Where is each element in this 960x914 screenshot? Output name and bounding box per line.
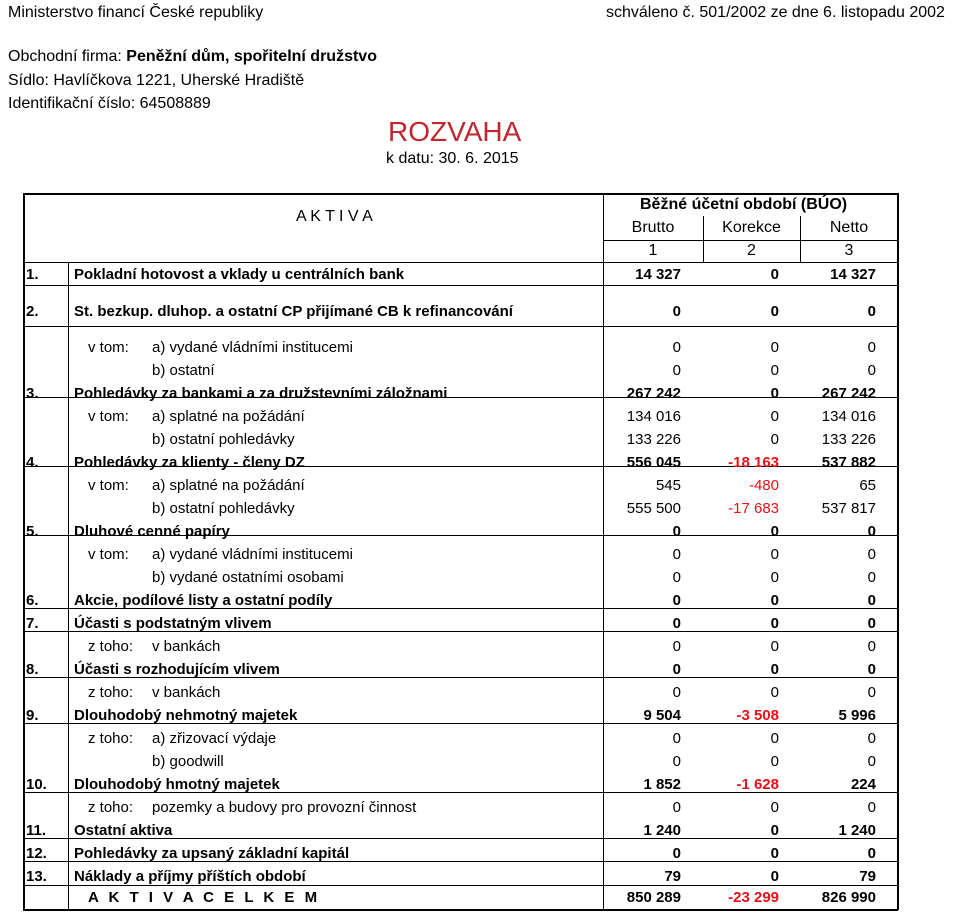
netto-value: 537 817 <box>821 500 876 517</box>
brutto-value: 0 <box>672 362 681 379</box>
row-label: v bankách <box>152 638 221 655</box>
row-label: b) ostatní pohledávky <box>152 500 295 517</box>
row-number: 2. <box>26 303 39 320</box>
netto-value: 0 <box>867 799 876 816</box>
row-number: 7. <box>26 615 39 632</box>
netto-value: 65 <box>859 477 876 494</box>
total-korekce: -23 299 <box>728 889 779 906</box>
brutto-value: 14 327 <box>635 266 681 283</box>
firm-name: Peněžní dům, spořitelní družstvo <box>126 48 377 65</box>
korekce-value: 0 <box>770 266 779 283</box>
row-label: Dlouhodobý nehmotný majetek <box>74 707 298 724</box>
korekce-value: 0 <box>770 615 779 632</box>
row-label: b) goodwill <box>152 753 224 770</box>
row-label: Pokladní hotovost a vklady u centrálních bank <box>74 266 405 283</box>
korekce-value: 0 <box>770 799 779 816</box>
brutto-value: 545 <box>655 477 681 494</box>
date-text: k datu: 30. 6. 2015 <box>386 150 519 167</box>
col-number-1: 1 <box>648 242 658 259</box>
brutto-value: 0 <box>672 339 681 356</box>
netto-value: 0 <box>867 523 876 540</box>
row-label: Akcie, podílové listy a ostatní podíly <box>74 592 333 609</box>
netto-heading: Netto <box>829 219 869 236</box>
brutto-value: 0 <box>672 615 681 632</box>
netto-value: 0 <box>867 638 876 655</box>
total-label: A K T I V A C E L K E M <box>88 889 321 906</box>
number-column-line <box>68 262 69 910</box>
row-prefix: z toho: <box>88 684 134 701</box>
page-title: ROZVAHA <box>388 116 522 147</box>
korekce-value: 0 <box>770 753 779 770</box>
brutto-value: 0 <box>672 730 681 747</box>
seat-text: Sídlo: Havlíčkova 1221, Uherské Hradiště <box>8 72 305 89</box>
brutto-heading: Brutto <box>631 219 675 236</box>
row-label: Účasti s podstatným vlivem <box>74 615 272 632</box>
row-prefix: z toho: <box>88 638 134 655</box>
ministry-text: Ministerstvo financí České republiky <box>8 4 264 21</box>
row-label: b) vydané ostatními osobami <box>152 569 344 586</box>
korekce-value: 0 <box>770 845 779 862</box>
row-label: Účasti s rozhodujícím vlivem <box>74 661 280 678</box>
row-number: 5. <box>26 523 39 540</box>
row-number: 13. <box>26 868 47 885</box>
row-label: Dluhové cenné papíry <box>74 523 230 540</box>
table-border-left <box>23 193 25 910</box>
firm-label: Obchodní firma: <box>8 48 122 65</box>
row-number: 11. <box>26 822 47 839</box>
header-inner-line <box>603 240 898 241</box>
total-netto: 826 990 <box>821 889 876 906</box>
netto-value: 134 016 <box>821 408 876 425</box>
row-prefix: z toho: <box>88 730 134 747</box>
row-label: Náklady a příjmy příštích období <box>74 868 306 885</box>
korekce-value: 0 <box>770 431 779 448</box>
table-border-bottom <box>23 909 898 911</box>
netto-value: 537 882 <box>821 454 876 471</box>
korekce-value: 0 <box>770 592 779 609</box>
col-number-2: 2 <box>747 242 756 259</box>
row-label: a) splatné na požádání <box>152 477 305 494</box>
row-number: 8. <box>26 661 39 678</box>
netto-value: 1 240 <box>838 822 876 839</box>
row-number: 6. <box>26 592 39 609</box>
row-label: a) zřizovací výdaje <box>152 730 277 747</box>
row-prefix: v tom: <box>88 339 129 356</box>
netto-value: 0 <box>867 569 876 586</box>
brutto-value: 9 504 <box>643 707 681 724</box>
korekce-value: 0 <box>770 868 779 885</box>
row-number: 4. <box>26 454 39 471</box>
row-number: 3. <box>26 385 39 402</box>
netto-value: 0 <box>867 546 876 563</box>
netto-value: 0 <box>867 661 876 678</box>
approval-text: schváleno č. 501/2002 ze dne 6. listopadu 2002 <box>606 4 945 21</box>
korekce-value: 0 <box>770 408 779 425</box>
brutto-value: 555 500 <box>626 500 681 517</box>
firm-line <box>8 48 377 66</box>
netto-value: 224 <box>850 776 876 793</box>
korekce-value: -17 683 <box>728 500 779 517</box>
netto-value: 5 996 <box>838 707 876 724</box>
korekce-value: 0 <box>770 569 779 586</box>
netto-value: 133 226 <box>821 431 876 448</box>
row-label: b) ostatní <box>152 362 215 379</box>
korekce-value: 0 <box>770 546 779 563</box>
netto-value: 0 <box>867 684 876 701</box>
netto-value: 0 <box>867 339 876 356</box>
korekce-value: 0 <box>770 385 779 402</box>
korekce-value: 0 <box>770 822 779 839</box>
korekce-value: 0 <box>770 661 779 678</box>
row-prefix: v tom: <box>88 477 129 494</box>
brutto-value: 0 <box>672 661 681 678</box>
table-border-top <box>23 193 898 195</box>
korekce-heading: Korekce <box>722 219 781 236</box>
row-label: v bankách <box>152 684 221 701</box>
netto-value: 79 <box>859 868 876 885</box>
korekce-value: 0 <box>770 523 779 540</box>
netto-value: 0 <box>867 303 876 320</box>
brutto-value: 556 045 <box>626 454 681 471</box>
korekce-value: 0 <box>770 730 779 747</box>
aktiva-heading: A K T I V A <box>296 208 373 225</box>
brutto-value: 0 <box>672 684 681 701</box>
row-number: 10. <box>26 776 47 793</box>
row-label: pozemky a budovy pro provozní činnost <box>152 799 417 816</box>
header-bottom-line <box>23 262 898 263</box>
brutto-value: 0 <box>672 638 681 655</box>
row-label: St. bezkup. dluhop. a ostatní CP přijímané CB k refinancování <box>74 303 513 320</box>
korekce-value: -18 163 <box>728 454 779 471</box>
row-divider <box>23 285 898 286</box>
brutto-value: 267 242 <box>626 385 681 402</box>
netto-value: 14 327 <box>830 266 876 283</box>
korekce-value: 0 <box>770 638 779 655</box>
row-number: 1. <box>26 266 39 283</box>
brutto-value: 1 852 <box>643 776 681 793</box>
brutto-value: 0 <box>672 303 681 320</box>
row-label: b) ostatní pohledávky <box>152 431 295 448</box>
korekce-value: -3 508 <box>736 707 779 724</box>
korekce-value: 0 <box>770 362 779 379</box>
row-label: Pohledávky za klienty - členy DZ <box>74 454 305 471</box>
total-brutto: 850 289 <box>626 889 681 906</box>
ico-text: Identifikační číslo: 64508889 <box>8 95 211 112</box>
row-prefix: v tom: <box>88 408 129 425</box>
brutto-value: 0 <box>672 523 681 540</box>
period-heading: Běžné účetní období (BÚO) <box>640 196 848 213</box>
brutto-value: 0 <box>672 845 681 862</box>
brutto-value: 133 226 <box>626 431 681 448</box>
korekce-value: 0 <box>770 684 779 701</box>
netto-value: 0 <box>867 845 876 862</box>
row-prefix: v tom: <box>88 546 129 563</box>
brutto-value: 0 <box>672 799 681 816</box>
row-label: Pohledávky za upsaný základní kapitál <box>74 845 350 862</box>
row-prefix: z toho: <box>88 799 134 816</box>
netto-value: 0 <box>867 362 876 379</box>
brutto-value: 0 <box>672 546 681 563</box>
korekce-value: -480 <box>748 477 779 494</box>
row-divider <box>23 326 898 327</box>
brutto-value: 1 240 <box>643 822 681 839</box>
row-label: Dlouhodobý hmotný majetek <box>74 776 280 793</box>
row-label: Pohledávky za bankami a za družstevními záložnami <box>74 385 448 402</box>
brutto-value: 0 <box>672 753 681 770</box>
netto-value: 0 <box>867 615 876 632</box>
row-label: Ostatní aktiva <box>74 822 173 839</box>
row-number: 9. <box>26 707 39 724</box>
netto-value: 0 <box>867 730 876 747</box>
korekce-value: 0 <box>770 303 779 320</box>
row-number: 12. <box>26 845 47 862</box>
row-label: a) vydané vládními institucemi <box>152 546 353 563</box>
col-number-3: 3 <box>844 242 854 259</box>
table-border-right <box>897 193 899 910</box>
korekce-value: -1 628 <box>736 776 779 793</box>
netto-value: 0 <box>867 592 876 609</box>
korekce-value: 0 <box>770 339 779 356</box>
row-label: a) vydané vládními institucemi <box>152 339 353 356</box>
brutto-value: 79 <box>664 868 681 885</box>
row-label: a) splatné na požádání <box>152 408 305 425</box>
netto-value: 0 <box>867 753 876 770</box>
brutto-value: 134 016 <box>626 408 681 425</box>
brutto-value: 0 <box>672 592 681 609</box>
netto-value: 267 242 <box>821 385 876 402</box>
brutto-value: 0 <box>672 569 681 586</box>
